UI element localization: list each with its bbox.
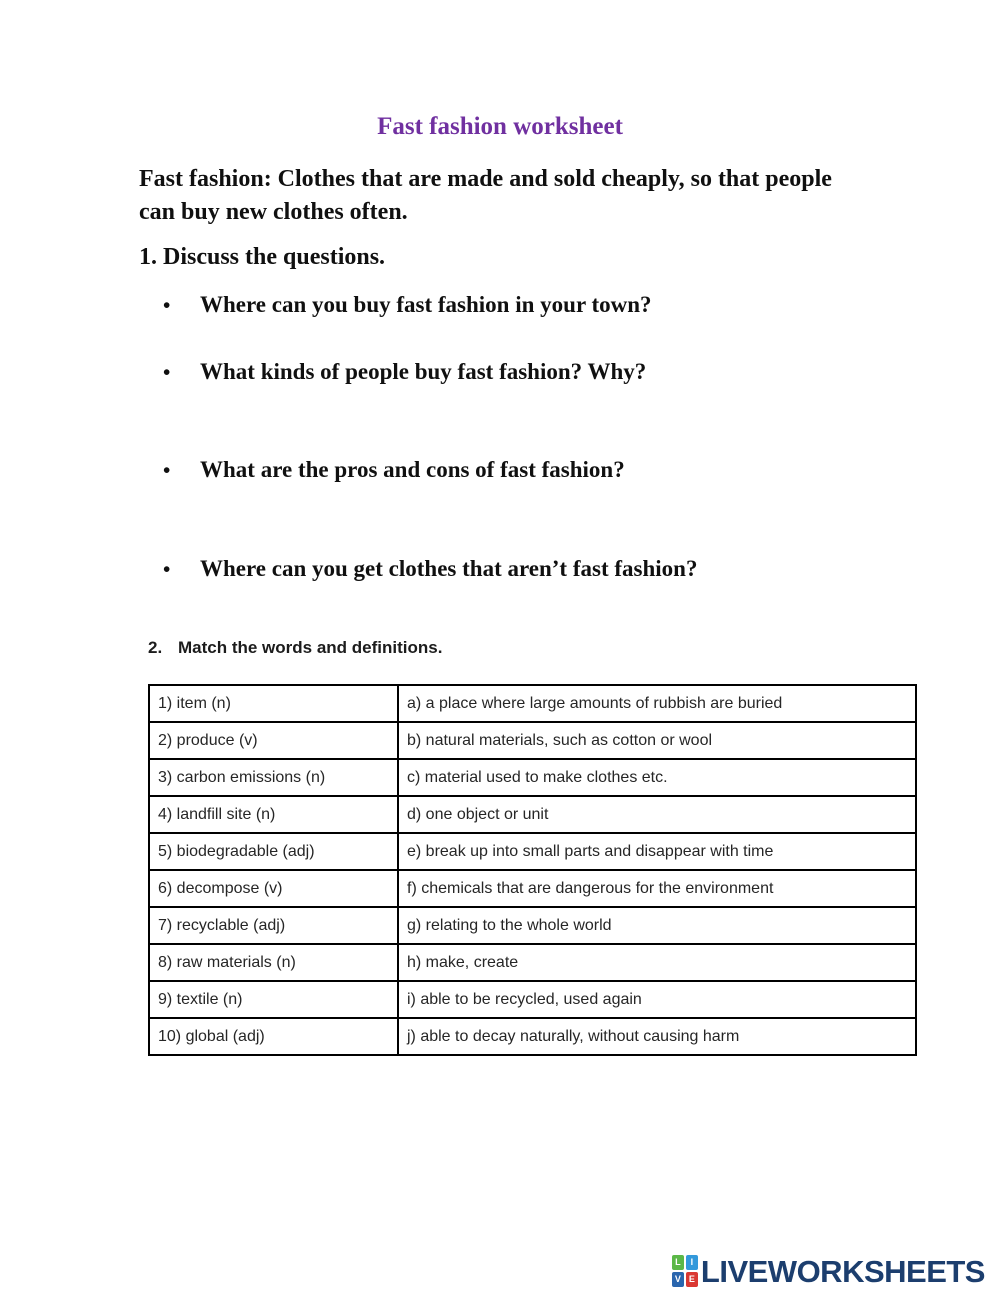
definition-cell: a) a place where large amounts of rubbish are buried	[398, 685, 916, 722]
word-cell: 9) textile (n)	[149, 981, 398, 1018]
definition-cell: b) natural materials, such as cotton or wool	[398, 722, 916, 759]
list-item	[163, 554, 1000, 584]
table-row	[149, 759, 916, 796]
table-row	[149, 944, 916, 981]
table-row	[149, 870, 916, 907]
table-row	[149, 907, 916, 944]
section2-heading	[148, 637, 1000, 659]
word-cell: 3) carbon emissions (n)	[149, 759, 398, 796]
list-item	[163, 290, 1000, 320]
definition-cell: i) able to be recycled, used again	[398, 981, 916, 1018]
word-cell: 7) recyclable (adj)	[149, 907, 398, 944]
logo-tile-i: I	[686, 1255, 698, 1270]
liveworksheets-logo[interactable]	[672, 1255, 985, 1287]
fast-fashion-definition: Fast fashion: Clothes that are made and sold cheaply, so that people can buy new clothes often.	[139, 166, 832, 225]
liveworksheets-wordmark: LIVEWORKSHEETS	[700, 1253, 985, 1289]
list-item	[163, 455, 1000, 485]
match-words-table	[148, 684, 917, 1056]
word-cell: 2) produce (v)	[149, 722, 398, 759]
liveworksheets-tiles-icon	[672, 1255, 698, 1287]
word-cell: 10) global (adj)	[149, 1018, 398, 1055]
bullet-icon: •	[163, 360, 171, 384]
logo-tile-v: V	[672, 1272, 684, 1287]
question-text: What are the pros and cons of fast fashion?	[200, 457, 625, 482]
page-title: Fast fashion worksheet	[377, 113, 623, 140]
question-text: What kinds of people buy fast fashion? Why?	[200, 359, 647, 384]
logo-tile-l: L	[672, 1255, 684, 1270]
table-row	[149, 685, 916, 722]
definition-cell: f) chemicals that are dangerous for the environment	[398, 870, 916, 907]
list-item	[163, 357, 1000, 387]
word-cell: 6) decompose (v)	[149, 870, 398, 907]
section1-heading: 1. Discuss the questions.	[139, 244, 386, 270]
word-cell: 4) landfill site (n)	[149, 796, 398, 833]
definition-cell: h) make, create	[398, 944, 916, 981]
logo-tile-e: E	[686, 1272, 698, 1287]
definition-cell: d) one object or unit	[398, 796, 916, 833]
table-row	[149, 1018, 916, 1055]
bullet-icon: •	[163, 557, 171, 581]
definition-cell: g) relating to the whole world	[398, 907, 916, 944]
question-text: Where can you buy fast fashion in your town?	[200, 292, 652, 317]
bullet-icon: •	[163, 293, 171, 317]
section2-heading-text: Match the words and definitions.	[178, 638, 443, 657]
word-cell: 8) raw materials (n)	[149, 944, 398, 981]
definition-cell: e) break up into small parts and disappear with time	[398, 833, 916, 870]
table-row	[149, 981, 916, 1018]
discussion-question-list	[0, 290, 1000, 584]
question-text: Where can you get clothes that aren’t fast fashion?	[200, 556, 698, 581]
word-cell: 5) biodegradable (adj)	[149, 833, 398, 870]
word-cell: 1) item (n)	[149, 685, 398, 722]
definition-cell: j) able to decay naturally, without causing harm	[398, 1018, 916, 1055]
section2-number: 2.	[148, 638, 163, 657]
table-row	[149, 833, 916, 870]
table-row	[149, 796, 916, 833]
bullet-icon: •	[163, 458, 171, 482]
definition-cell: c) material used to make clothes etc.	[398, 759, 916, 796]
table-row	[149, 722, 916, 759]
